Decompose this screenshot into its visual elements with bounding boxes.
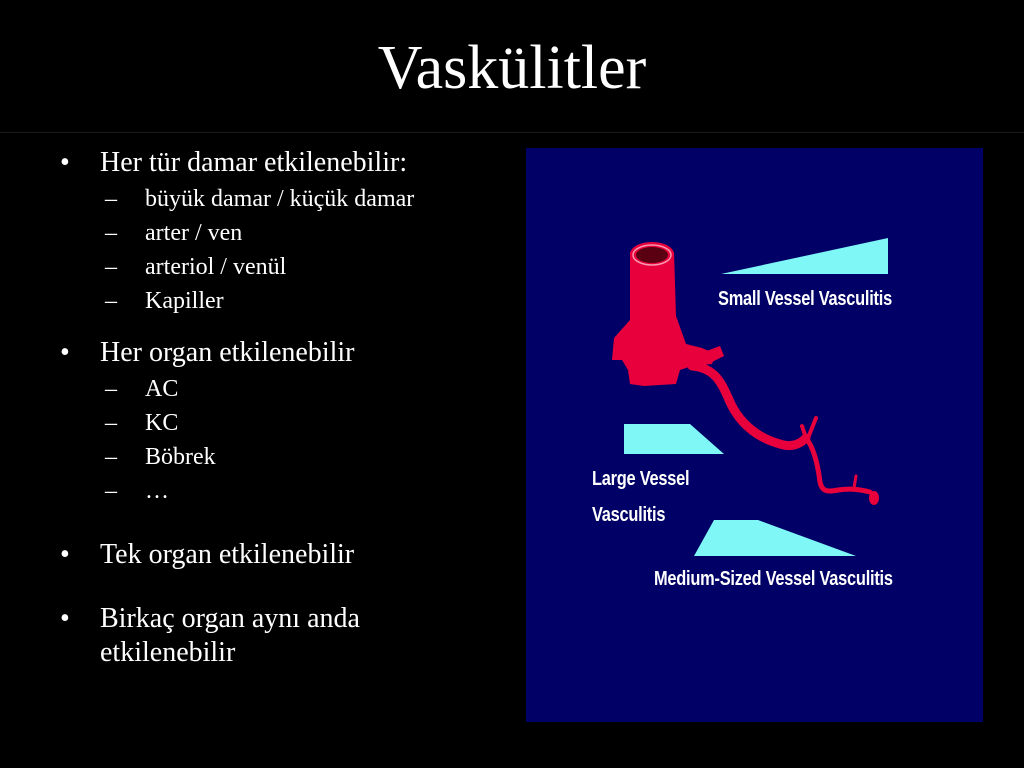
capillary-tip	[869, 491, 879, 505]
medium-artery-branch	[692, 366, 806, 446]
dash-marker: –	[105, 254, 117, 280]
large-vessel-wedge	[624, 424, 724, 454]
sub-bullet-item	[105, 284, 500, 318]
dash-marker: –	[105, 444, 117, 470]
bullet-item	[60, 336, 500, 370]
bullet-text: Birkaç organ aynı anda etkilenebilir	[100, 603, 360, 668]
sub-bullet-text: Kapiller	[145, 288, 224, 314]
bullet-list	[60, 146, 500, 670]
bullet-marker: •	[60, 147, 70, 178]
medium-vessel-wedge	[694, 520, 856, 556]
sub-bullet-item	[105, 182, 500, 216]
bullet-marker: •	[60, 337, 70, 368]
large-vessel-label: Large Vessel	[592, 468, 690, 490]
small-artery-branch	[806, 438, 870, 492]
dash-marker: –	[105, 410, 117, 436]
bullet-marker: •	[60, 603, 70, 634]
sub-bullet-text: arter / ven	[145, 220, 243, 246]
sub-bullet-list	[105, 182, 500, 318]
sub-bullet-text: KC	[145, 410, 179, 436]
small-artery-twig-3	[854, 476, 856, 488]
sub-bullet-text: …	[145, 478, 169, 504]
sub-bullet-item	[105, 372, 500, 406]
medium-vessel-label: Medium-Sized Vessel Vasculitis	[654, 568, 893, 590]
bullet-text: Tek organ etkilenebilir	[100, 539, 355, 570]
bullet-item	[60, 602, 500, 670]
sub-bullet-list	[105, 372, 500, 508]
small-artery-twig-2	[808, 418, 816, 438]
sub-bullet-item	[105, 216, 500, 250]
bullet-marker: •	[60, 539, 70, 570]
vasculitis-figure	[526, 148, 983, 722]
bullet-item	[60, 146, 500, 180]
sub-bullet-item	[105, 250, 500, 284]
dash-marker: –	[105, 478, 117, 504]
sub-bullet-text: AC	[145, 376, 179, 402]
sub-bullet-item	[105, 440, 500, 474]
sub-bullet-item	[105, 474, 500, 508]
large-vessel-label-line2: Vasculitis	[592, 504, 666, 526]
bullet-text: Her organ etkilenebilir	[100, 337, 355, 368]
sub-bullet-text: büyük damar / küçük damar	[145, 186, 415, 212]
aorta-lumen	[636, 247, 668, 263]
bullet-item	[60, 538, 500, 572]
small-vessel-label: Small Vessel Vasculitis	[718, 288, 892, 310]
sub-bullet-text: Böbrek	[145, 444, 216, 470]
vessel-diagram	[526, 148, 983, 722]
bullet-text: Her tür damar etkilenebilir:	[100, 147, 408, 178]
sub-bullet-item	[105, 406, 500, 440]
dash-marker: –	[105, 376, 117, 402]
dash-marker: –	[105, 288, 117, 314]
dash-marker: –	[105, 220, 117, 246]
sub-bullet-text: arteriol / venül	[145, 254, 287, 280]
small-vessel-wedge	[721, 238, 888, 274]
dash-marker: –	[105, 186, 117, 212]
slide-title: Vaskülitler	[377, 34, 647, 102]
title-divider	[0, 132, 1024, 133]
